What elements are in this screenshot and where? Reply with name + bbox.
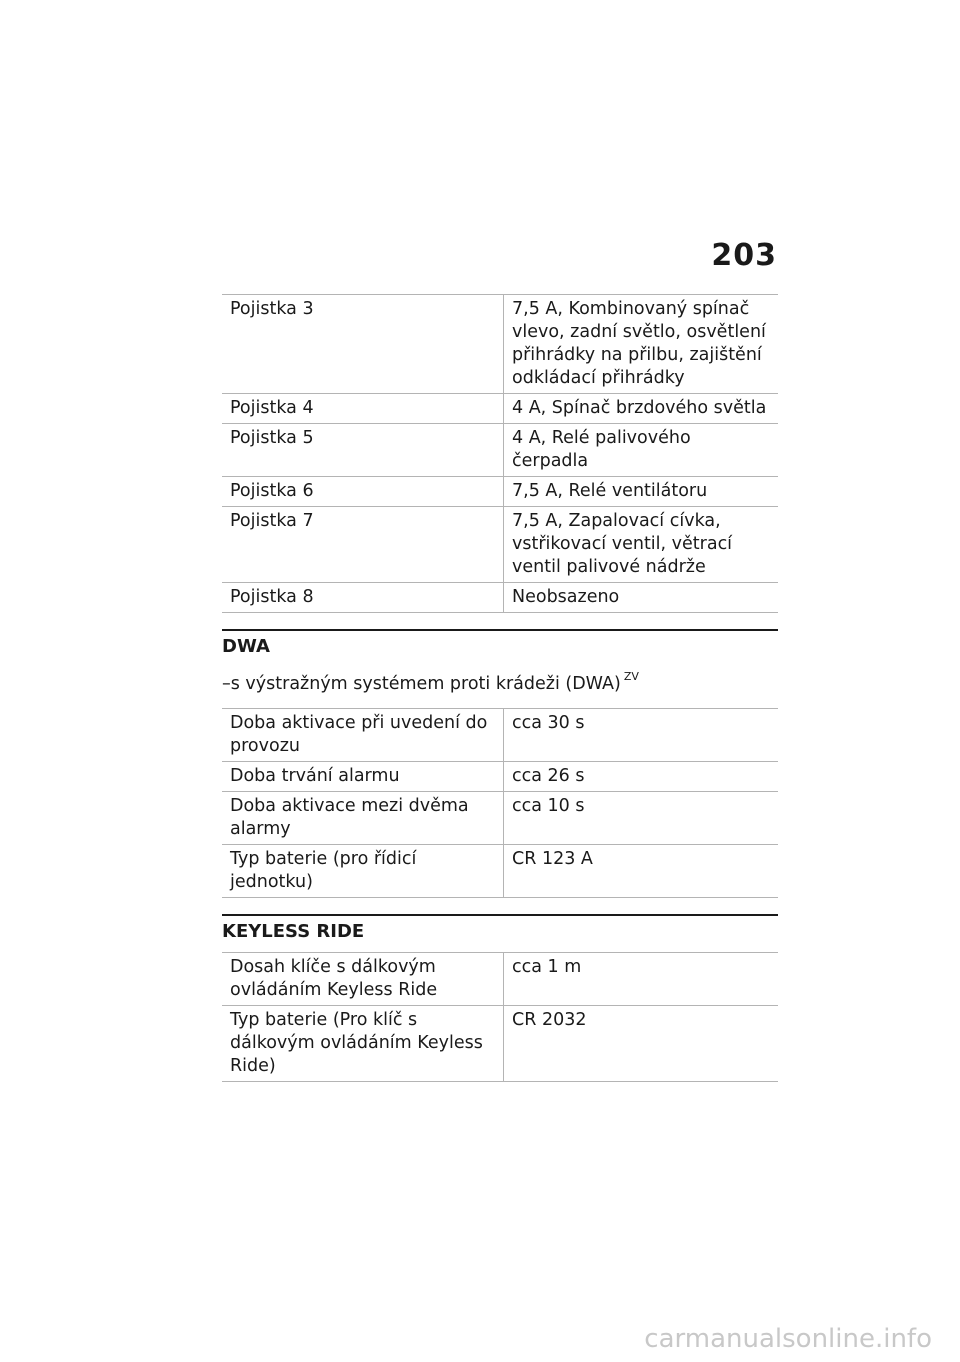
fuse-name: Pojistka 6 [222, 477, 504, 507]
table-row [222, 953, 778, 1006]
fuse-value: 4 A, Relé palivového čerpadla [504, 424, 779, 477]
dwa-table [222, 708, 778, 898]
dwa-value: cca 10 s [504, 792, 779, 845]
keyless-heading: KEYLESS RIDE [222, 921, 365, 942]
table-row [222, 762, 778, 792]
dwa-value: CR 123 A [504, 845, 779, 898]
watermark: carmanualsonline.info [644, 1324, 932, 1354]
table-row [222, 1006, 778, 1082]
keyless-section [222, 914, 778, 1082]
keyless-name: Dosah klíče s dálkovým ovládáním Keyless Ride [222, 953, 504, 1006]
dwa-section [222, 629, 778, 898]
table-row [222, 477, 778, 507]
page-number: 203 [711, 238, 777, 273]
table-row [222, 709, 778, 762]
dwa-name: Doba aktivace mezi dvěma alarmy [222, 792, 504, 845]
fuse-value: 7,5 A, Kombinovaný spínač vlevo, zadní světlo, osvětlení přihrádky na přilbu, zajištění odkládací přihrádky [504, 295, 779, 394]
table-row [222, 792, 778, 845]
dwa-subtitle [222, 665, 778, 696]
fuse-name: Pojistka 4 [222, 394, 504, 424]
fuse-name: Pojistka 8 [222, 583, 504, 613]
keyless-table [222, 952, 778, 1082]
fuse-value: 7,5 A, Relé ventilátoru [504, 477, 779, 507]
table-row [222, 424, 778, 477]
page-content [222, 294, 778, 1082]
fuse-table [222, 294, 778, 613]
dwa-name: Doba aktivace při uvedení do provozu [222, 709, 504, 762]
keyless-value: CR 2032 [504, 1006, 779, 1082]
table-row [222, 583, 778, 613]
fuse-name: Pojistka 3 [222, 295, 504, 394]
table-row [222, 394, 778, 424]
fuse-value: Neobsazeno [504, 583, 779, 613]
table-row [222, 845, 778, 898]
dwa-heading: DWA [222, 636, 270, 657]
fuse-name: Pojistka 5 [222, 424, 504, 477]
dwa-value: cca 30 s [504, 709, 779, 762]
fuse-value: 7,5 A, Zapalovací cívka, vstřikovací ventil, větrací ventil palivové nádrže [504, 507, 779, 583]
dwa-subtitle-text: –s výstražným systémem proti krádeži (DWA) [222, 674, 621, 694]
fuse-name: Pojistka 7 [222, 507, 504, 583]
dwa-name: Doba trvání alarmu [222, 762, 504, 792]
dwa-subtitle-sup: ZV [623, 670, 639, 683]
table-row [222, 295, 778, 394]
keyless-name: Typ baterie (Pro klíč s dálkovým ovládáním Keyless Ride) [222, 1006, 504, 1082]
dwa-value: cca 26 s [504, 762, 779, 792]
table-row [222, 507, 778, 583]
dwa-name: Typ baterie (pro řídicí jednotku) [222, 845, 504, 898]
fuse-value: 4 A, Spínač brzdového světla [504, 394, 779, 424]
keyless-value: cca 1 m [504, 953, 779, 1006]
